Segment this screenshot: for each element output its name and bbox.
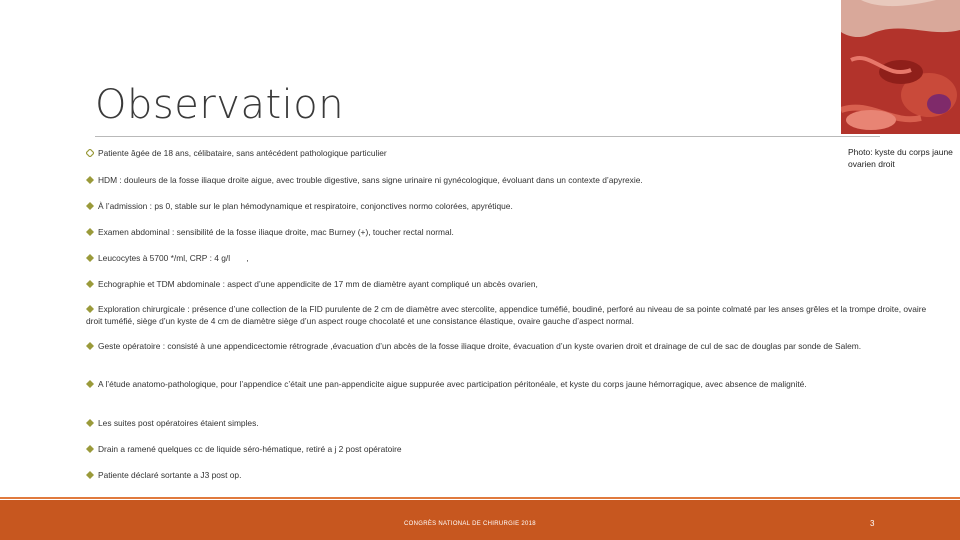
diamond-bullet-icon: [86, 254, 94, 262]
list-item: [86, 341, 938, 353]
diamond-bullet-icon: [86, 419, 94, 427]
title-divider: [95, 136, 880, 137]
list-item: [86, 253, 938, 265]
bullet-text: Exploration chirurgicale : présence d’une collection de la FID purulente de 2 cm de diamètre avec stercolite, appendice tuméfié, boudiné, perforé au niveau de sa pointe colmaté par les anses grêles et la trompe droite, ovaire droit tuméfié, siège d’un kyste de 4 cm de diamètre siège d’un aspect rouge chocolaté et une consistance élastique, ovaire gauche d’aspect normal.: [86, 304, 927, 326]
footer-accent-line: [0, 497, 960, 499]
diamond-bullet-icon: [86, 305, 94, 313]
diamond-bullet-icon: [86, 380, 94, 388]
bullet-text: Echographie et TDM abdominale : aspect d’une appendicite de 17 mm de diamètre ayant compliqué un abcès ovarien,: [98, 279, 538, 289]
list-item: [86, 444, 938, 456]
list-item: [86, 148, 938, 160]
bullet-text: Les suites post opératoires étaient simples.: [98, 418, 259, 428]
footer-text: CONGRÈS NATIONAL DE CHIRURGIE 2018: [404, 521, 536, 527]
list-item: [86, 201, 938, 213]
bullet-text: Patiente déclaré sortante a J3 post op.: [98, 470, 242, 480]
diamond-bullet-icon: [86, 176, 94, 184]
list-item: [86, 279, 938, 291]
footer-bar: [0, 500, 960, 540]
diamond-bullet-icon: [86, 471, 94, 479]
bullet-text: Geste opératoire : consisté à une appendicectomie rétrograde ,évacuation d’un abcès de la fosse iliaque droite, évacuation d’un kyste ovarien droit et drainage de cul de sac de douglas par sonde de Salem.: [98, 341, 862, 351]
diamond-bullet-icon: [86, 445, 94, 453]
list-item: [86, 175, 938, 187]
bullet-text: HDM : douleurs de la fosse iliaque droite aigue, avec trouble digestive, sans signe urinaire ni gynécologique, évoluant dans un contexte d’apyrexie.: [98, 175, 643, 185]
diamond-bullet-icon: [86, 280, 94, 288]
bullet-text: Patiente âgée de 18 ans, célibataire, sans antécédent pathologique particulier: [98, 148, 387, 158]
diamond-bullet-icon: [86, 342, 94, 350]
diamond-bullet-icon: [86, 202, 94, 210]
bullet-text: À l’admission : ps 0, stable sur le plan hémodynamique et respiratoire, conjonctives normo colorées, apyrétique.: [98, 201, 513, 211]
slide-title: Observation: [95, 82, 345, 128]
page-number: 3: [870, 519, 875, 528]
surgical-photo: [841, 0, 960, 134]
diamond-bullet-icon: [86, 149, 94, 157]
list-item: [86, 418, 938, 430]
bullet-text: Drain a ramené quelques cc de liquide séro-hématique, retiré a j 2 post opératoire: [98, 444, 402, 454]
list-item: [86, 379, 938, 391]
bullet-text: A l’étude anatomo-pathologique, pour l’appendice c’était une pan-appendicite aigue suppurée avec participation péritonéale, et kyste du corps jaune hémorragique, avec absence de malignité.: [98, 379, 807, 389]
list-item: [86, 227, 938, 239]
diamond-bullet-icon: [86, 228, 94, 236]
photo-caption: Photo: kyste du corps jaune ovarien droit: [848, 147, 953, 169]
list-item: [86, 304, 938, 327]
bullet-text: Leucocytes à 5700 */ml, CRP : 4 g/l ,: [98, 253, 249, 263]
list-item: [86, 470, 938, 482]
bullet-text: Examen abdominal : sensibilité de la fosse iliaque droite, mac Burney (+), toucher rectal normal.: [98, 227, 454, 237]
